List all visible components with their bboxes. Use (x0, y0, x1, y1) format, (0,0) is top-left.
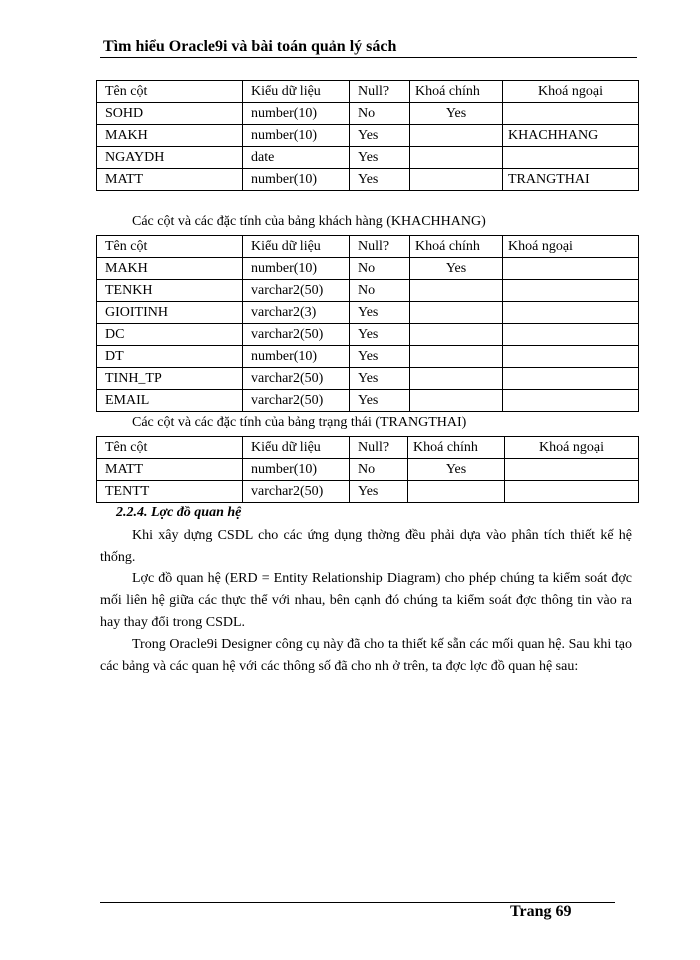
table-cell (410, 390, 503, 412)
table-cell: MATT (97, 169, 243, 191)
table-cell: Yes (350, 302, 410, 324)
table-cell (505, 459, 639, 481)
table-cell: MATT (97, 459, 243, 481)
table-cell: TINH_TP (97, 368, 243, 390)
body-paragraph: Trong Oracle9i Designer công cụ này đã cho ta thiết kế sẵn các mối quan hệ. Sau khi tạo các bảng và các quan hệ với các thông số đã cho nh ở trên, ta đợc lợc đồ quan hệ sau: (100, 637, 632, 674)
table-cell: varchar2(50) (243, 324, 350, 346)
table-cell: MAKH (97, 258, 243, 280)
table-cell: varchar2(50) (243, 481, 350, 503)
table-cell (503, 103, 639, 125)
table-row (97, 103, 639, 125)
page-header-title: Tìm hiểu Oracle9i và bài toán quản lý sách (103, 38, 397, 55)
table-row (97, 302, 639, 324)
header-cell-primary-key: Khoá chính (408, 437, 505, 459)
table-cell: No (350, 258, 410, 280)
table-cell: Yes (350, 390, 410, 412)
hoadon-columns-table (96, 80, 639, 191)
table-cell: Yes (350, 346, 410, 368)
page-number: Trang 69 (510, 903, 572, 920)
table-header-row (97, 236, 639, 258)
table-cell: No (350, 459, 408, 481)
table-cell (503, 324, 639, 346)
header-cell-foreign-key: Khoá ngoại (503, 81, 639, 103)
body-paragraph: Khi xây dựng CSDL cho các ứng dụng thờng đều phải dựa vào phân tích thiết kế hệ thống. (100, 528, 632, 565)
table-row (97, 258, 639, 280)
table-cell: varchar2(50) (243, 390, 350, 412)
table-cell: varchar2(50) (243, 280, 350, 302)
table-cell (410, 169, 503, 191)
table-cell: Yes (350, 125, 410, 147)
header-cell-foreign-key: Khoá ngoại (503, 236, 639, 258)
table-cell (503, 390, 639, 412)
table-cell (410, 324, 503, 346)
table-cell: Yes (350, 368, 410, 390)
header-cell-null: Null? (350, 236, 410, 258)
table-row (97, 125, 639, 147)
table-cell: DT (97, 346, 243, 368)
table-row (97, 280, 639, 302)
header-cell-primary-key: Khoá chính (410, 236, 503, 258)
table-cell: MAKH (97, 125, 243, 147)
table-cell: number(10) (243, 125, 350, 147)
table-header-row (97, 81, 639, 103)
header-cell-primary-key: Khoá chính (410, 81, 503, 103)
table-cell: number(10) (243, 459, 350, 481)
table-cell: Yes (410, 258, 503, 280)
trangthai-table-caption: Các cột và các đặc tính của bảng trạng thái (TRANGTHAI) (132, 415, 467, 430)
table-cell: Yes (350, 324, 410, 346)
khachhang-columns-table (96, 235, 639, 412)
table-cell: EMAIL (97, 390, 243, 412)
header-cell-null: Null? (350, 81, 410, 103)
table-row (97, 481, 639, 503)
table-cell (503, 280, 639, 302)
table-cell (408, 481, 505, 503)
table-cell (410, 125, 503, 147)
table-cell: varchar2(50) (243, 368, 350, 390)
table-cell: No (350, 103, 410, 125)
table-cell (410, 368, 503, 390)
table-cell: Yes (350, 481, 408, 503)
table-cell (503, 147, 639, 169)
table-cell (410, 302, 503, 324)
header-cell-data-type: Kiểu dữ liệu (243, 81, 350, 103)
table-cell: number(10) (243, 103, 350, 125)
table-row (97, 390, 639, 412)
table-cell: No (350, 280, 410, 302)
body-paragraph: Lợc đồ quan hệ (ERD = Entity Relationship Diagram) cho phép chúng ta kiểm soát đợc mối liên hệ giữa các thực thể với nhau, bên cạnh đó chúng ta kiểm soát đợc thông tin vào ra hay thay đổi trong CSDL. (100, 571, 632, 630)
table-row (97, 346, 639, 368)
table-cell (503, 346, 639, 368)
header-cell-column-name: Tên cột (97, 437, 243, 459)
table-cell (410, 147, 503, 169)
table-cell: DC (97, 324, 243, 346)
table-cell: NGAYDH (97, 147, 243, 169)
header-cell-data-type: Kiểu dữ liệu (243, 437, 350, 459)
table-cell (503, 302, 639, 324)
table-cell: KHACHHANG (503, 125, 639, 147)
header-cell-column-name: Tên cột (97, 81, 243, 103)
trangthai-columns-table (96, 436, 639, 503)
table-cell (505, 481, 639, 503)
table-cell: TENTT (97, 481, 243, 503)
table-row (97, 459, 639, 481)
table-row (97, 324, 639, 346)
table-cell: SOHD (97, 103, 243, 125)
table-cell: Yes (408, 459, 505, 481)
table-cell (503, 368, 639, 390)
table-cell: TRANGTHAI (503, 169, 639, 191)
table-row (97, 368, 639, 390)
header-cell-foreign-key: Khoá ngoại (505, 437, 639, 459)
table-row (97, 169, 639, 191)
section-heading: 2.2.4. Lợc đồ quan hệ (116, 505, 242, 520)
table-cell: Yes (350, 169, 410, 191)
table-cell (503, 258, 639, 280)
table-cell: number(10) (243, 346, 350, 368)
table-cell: number(10) (243, 169, 350, 191)
table-cell: date (243, 147, 350, 169)
table-row (97, 147, 639, 169)
table-cell (410, 280, 503, 302)
table-cell (410, 346, 503, 368)
table-cell: TENKH (97, 280, 243, 302)
table-cell: Yes (410, 103, 503, 125)
header-cell-null: Null? (350, 437, 408, 459)
table-cell: GIOITINH (97, 302, 243, 324)
header-cell-data-type: Kiểu dữ liệu (243, 236, 350, 258)
khachhang-table-caption: Các cột và các đặc tính của bảng khách hàng (KHACHHANG) (132, 214, 486, 229)
table-cell: number(10) (243, 258, 350, 280)
table-cell: Yes (350, 147, 410, 169)
table-cell: varchar2(3) (243, 302, 350, 324)
header-cell-column-name: Tên cột (97, 236, 243, 258)
table-header-row (97, 437, 639, 459)
header-rule (100, 57, 637, 58)
